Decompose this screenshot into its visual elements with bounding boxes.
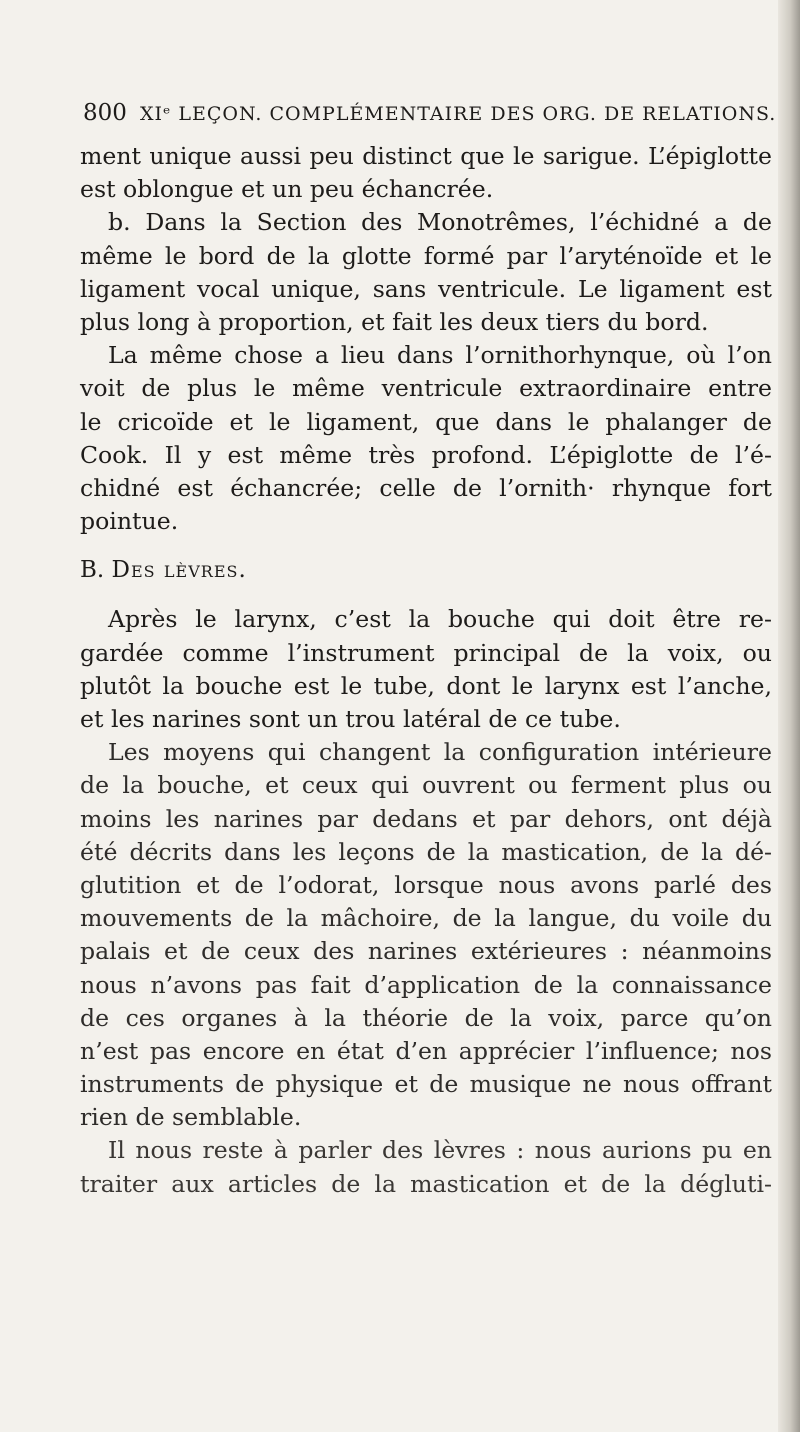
text-line: rien de semblable. [80,1103,302,1132]
paragraph-1 [80,140,772,206]
text-line: de la bouche, et ceux qui ouvrent ou ferment plus ou [80,771,772,800]
text-line: instruments de physique et de musique ne nous offrant [80,1070,772,1099]
running-title: XIᵉ LEÇON. COMPLÉMENTAIRE DES ORG. DE RELATIONS. [139,103,777,125]
text-line: ligament vocal unique, sans ventricule. Le ligament est [80,274,772,303]
text-line: le cricoïde et le ligament, que dans le phalanger de [80,407,772,436]
page-body [80,140,772,1201]
text-line: b. Dans la Section des Monotrêmes, l’échidné a de [108,208,772,237]
text-line: Les moyens qui changent la configuration intérieure [108,738,772,767]
text-line: et les narines sont un trou latéral de ce tube. [80,705,621,733]
text-line: Après le larynx, c’est la bouche qui doit être re- [108,605,772,634]
section-heading [80,554,772,587]
paragraph-ornithorhynque [80,339,772,538]
text-line: mouvements de la mâchoire, de la langue, du voile du [80,904,772,933]
text-line: plus long à proportion, et fait les deux tiers du bord. [80,307,709,336]
text-line: palais et de ceux des narines extérieures : néanmoins [80,937,772,966]
text-line: gardée comme l’instrument principal de la voix, ou [80,638,772,667]
paragraph-levres [80,1134,772,1200]
text-line: plutôt la bouche est le tube, dont le larynx est l’anche, [80,671,772,700]
text-line: glutition et de l’odorat, lorsque nous avons parlé des [80,870,772,899]
text-line: nous n’avons pas fait d’application de la connaissance [80,970,772,999]
text-line: de ces organes à la théorie de la voix, parce qu’on [80,1003,772,1032]
paragraph-larynx [80,603,772,736]
section-title: Des lèvres. [111,557,247,584]
text-line: pointue. [80,507,179,536]
running-header [83,100,777,126]
text-line: moins les narines par dedans et par dehors, ont déjà [80,804,772,833]
paragraph-moyens [80,736,772,1134]
text-line: n’est pas encore en état d’en apprécier l’influence; nos [80,1036,772,1065]
paragraph-monotremes [80,206,772,339]
text-line: même le bord de la glotte formé par l’aryténoïde et le [80,241,772,270]
text-line: est oblongue et un peu échancrée. [80,175,494,204]
section-letter: B. [80,557,105,584]
text-line: La même chose a lieu dans l’ornithorhynque, où l’on [108,341,772,370]
text-line: Il nous reste à parler des lèvres : nous aurions pu en [108,1136,772,1165]
page-edge-shadow [778,0,800,1432]
text-line: traiter aux articles de la mastication et de la dégluti- [80,1169,772,1198]
text-line: ment unique aussi peu distinct que le sarigue. L’épiglotte [80,142,772,170]
text-line: Cook. Il y est même très profond. L’épiglotte de l’é- [80,440,772,469]
page-number: 800 [83,100,127,126]
text-line: voit de plus le même ventricule extraordinaire entre [80,374,772,403]
text-line: chidné est échancrée; celle de l’ornith· rhynque fort [80,473,772,502]
text-line: été décrits dans les leçons de la mastication, de la dé- [80,837,772,866]
